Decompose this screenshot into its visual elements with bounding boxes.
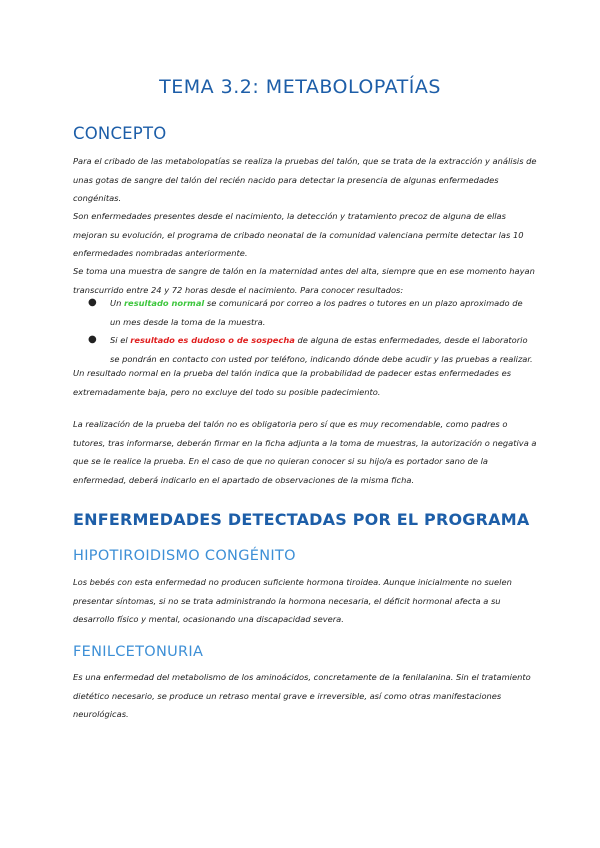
bullet-text: de alguna de estas enfermedades, desde el laboratorio se pondrán en contacto con usted por teléfono, indicando dónde debe acudir y las pruebas a realizar. bbox=[110, 335, 533, 364]
bullet-text: Un bbox=[110, 298, 124, 308]
paragraph-resultado-normal: Un resultado normal en la prueba del talón indica que la probabilidad de padecer estas enfermedades es extremadamente baja, pero no excluye del todo su posible padecimiento. bbox=[73, 368, 512, 397]
section-heading-concepto: CONCEPTO bbox=[73, 124, 167, 143]
subheading-hipotiroidismo: HIPOTIROIDISMO CONGÉNITO bbox=[73, 548, 296, 564]
paragraph-fenilcetonuria: Es una enfermedad del metabolismo de los aminoácidos, concretamente de la fenilalanina. Sin el tratamiento dietético necesario, se produce un retraso mental grave e irreversible, así como otras manifestaciones neurológicas. bbox=[73, 672, 531, 719]
subheading-fenilcetonuria: FENILCETONURIA bbox=[73, 644, 204, 660]
list-item-normal-result bbox=[88, 294, 533, 331]
bullet-icon: ● bbox=[88, 334, 97, 345]
highlight-normal-result: resultado normal bbox=[123, 298, 205, 308]
bullet-text: se comunicará por correo a los padres o tutores en un plazo aproximado de un mes desde la toma de la muestra. bbox=[110, 298, 523, 327]
bullet-icon: ● bbox=[88, 297, 97, 308]
highlight-suspect-result: resultado es dudoso o de sospecha bbox=[130, 335, 295, 345]
paragraph-cribado: Para el cribado de las metabolopatías se realiza la pruebas del talón, que se trata de la extracción y análisis de unas gotas de sangre del talón del recién nacido para detectar la presencia de algunas enfermedades congénitas. bbox=[73, 156, 537, 203]
bullet-text: Si el bbox=[110, 335, 131, 345]
paragraph-hipotiroidismo: Los bebés con esta enfermedad no producen suficiente hormona tiroidea. Aunque inicialmente no suelen presentar síntomas, si no se trata administrando la hormona necesaria, el déficit hormonal afecta a su desarrollo físico y mental, ocasionando una discapacidad severa. bbox=[73, 577, 512, 624]
section-heading-enfermedades: ENFERMEDADES DETECTADAS POR EL PROGRAMA bbox=[73, 510, 530, 529]
paragraph-enfermedades-presentes: Son enfermedades presentes desde el nacimiento, la detección y tratamiento precoz de alguna de ellas mejoran su evolución, el programa de cribado neonatal de la comunidad valenciana permite detectar las 10 enfermedades nombradas anteriormente. bbox=[73, 211, 524, 258]
list-item-suspect-result bbox=[88, 331, 533, 368]
paragraph-prueba-obligatoria: La realización de la prueba del talón no es obligatoria pero sí que es muy recomendable, como padres o tutores, tras informarse, deberán firmar en la ficha adjunta a la toma de muestras, la autorización o negativa a que se le realice la prueba. En el caso de que no quieran conocer si su hijo/a es portador sano de la enfermedad, deberá indicarlo en el apartado de observaciones de la misma ficha. bbox=[73, 419, 537, 485]
paragraph-muestra-sangre: Se toma una muestra de sangre de talón en la maternidad antes del alta, siempre que en ese momento hayan transcurrido entre 24 y 72 horas desde el nacimiento. Para conocer resultados: bbox=[73, 266, 535, 295]
results-list bbox=[88, 294, 533, 368]
page-title: TEMA 3.2: METABOLOPATÍAS bbox=[159, 76, 441, 98]
